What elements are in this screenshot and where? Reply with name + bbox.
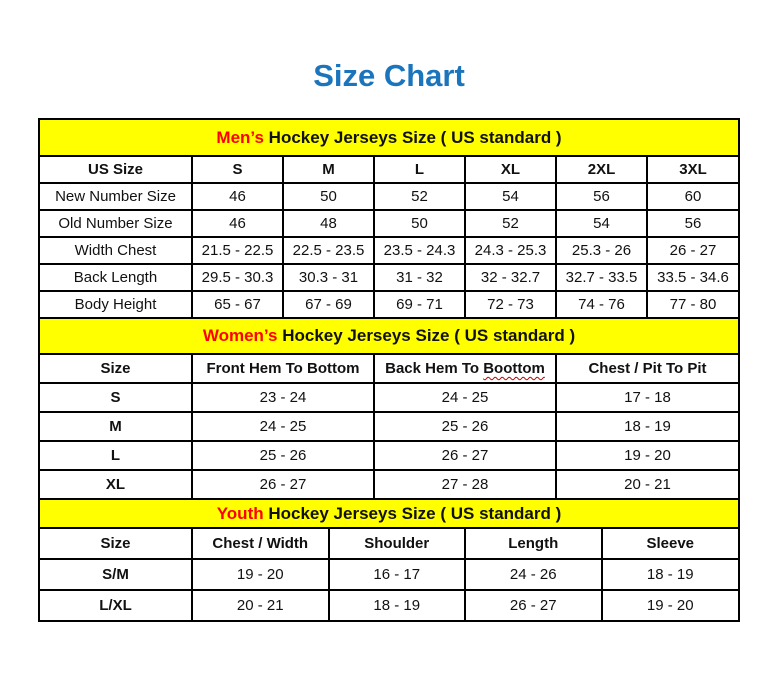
size-value-cell: 25 - 26 (192, 441, 374, 470)
size-value-cell: 74 - 76 (556, 291, 647, 317)
size-value-cell: 46 (192, 210, 283, 237)
youth-banner-text: Hockey Jerseys Size ( US standard ) (263, 503, 562, 523)
size-value-cell: 56 (647, 210, 738, 237)
size-value-cell: 67 - 69 (283, 291, 374, 317)
size-value-cell: 19 - 20 (556, 441, 738, 470)
size-value-cell: 26 - 27 (465, 590, 602, 620)
mens-section (40, 120, 738, 317)
size-value-cell: 32.7 - 33.5 (556, 264, 647, 291)
size-value-cell: 24.3 - 25.3 (465, 237, 556, 264)
size-value-cell: 18 - 19 (329, 590, 466, 620)
size-value-cell: 52 (465, 210, 556, 237)
table-row (40, 183, 738, 210)
column-header: Shoulder (329, 529, 466, 559)
size-value-cell: 18 - 19 (602, 559, 739, 590)
table-row (40, 590, 738, 620)
size-value-cell: 33.5 - 34.6 (647, 264, 738, 291)
table-row (40, 291, 738, 317)
size-value-cell: 18 - 19 (556, 412, 738, 441)
column-header: Size (40, 355, 192, 383)
size-value-cell: 26 - 27 (647, 237, 738, 264)
table-row (40, 412, 738, 441)
column-header: L (374, 157, 465, 183)
column-header: Front Hem To Bottom (192, 355, 374, 383)
misspelled-word: Boottom (483, 360, 545, 377)
column-header: Size (40, 529, 192, 559)
womens-section (40, 317, 738, 498)
womens-banner (40, 317, 738, 355)
size-value-cell: 20 - 21 (192, 590, 329, 620)
row-label: L (40, 441, 192, 470)
size-chart (38, 118, 740, 622)
column-header: US Size (40, 157, 192, 183)
table-header-row (40, 529, 738, 559)
column-header: 3XL (647, 157, 738, 183)
youth-banner-highlight: Youth (216, 503, 264, 523)
column-header: Length (465, 529, 602, 559)
row-label: L/XL (40, 590, 192, 620)
column-header: Chest / Width (192, 529, 329, 559)
youth-section (40, 498, 738, 620)
size-value-cell: 27 - 28 (374, 470, 556, 498)
row-label: S (40, 383, 192, 412)
womens-banner-highlight: Women’s (202, 326, 278, 345)
column-header-text: Back Hem To (385, 360, 484, 377)
size-value-cell: 21.5 - 22.5 (192, 237, 283, 264)
size-value-cell: 65 - 67 (192, 291, 283, 317)
mens-banner (40, 120, 738, 157)
size-value-cell: 25 - 26 (374, 412, 556, 441)
size-value-cell: 29.5 - 30.3 (192, 264, 283, 291)
column-header: XL (465, 157, 556, 183)
table-row (40, 441, 738, 470)
row-label: Old Number Size (40, 210, 192, 237)
womens-banner-text: Hockey Jerseys Size ( US standard ) (277, 326, 576, 345)
size-value-cell: 23.5 - 24.3 (374, 237, 465, 264)
column-header: Chest / Pit To Pit (556, 355, 738, 383)
size-value-cell: 46 (192, 183, 283, 210)
column-header: S (192, 157, 283, 183)
row-label: S/M (40, 559, 192, 590)
size-value-cell: 19 - 20 (602, 590, 739, 620)
row-label: Back Length (40, 264, 192, 291)
size-value-cell: 20 - 21 (556, 470, 738, 498)
mens-banner-text: Hockey Jerseys Size ( US standard ) (263, 127, 562, 147)
table-row (40, 559, 738, 590)
column-header: 2XL (556, 157, 647, 183)
size-value-cell: 22.5 - 23.5 (283, 237, 374, 264)
size-value-cell: 31 - 32 (374, 264, 465, 291)
youth-banner (40, 498, 738, 529)
page-title: Size Chart (313, 58, 465, 93)
size-value-cell: 54 (556, 210, 647, 237)
size-value-cell: 52 (374, 183, 465, 210)
size-value-cell: 24 - 25 (374, 383, 556, 412)
size-value-cell: 19 - 20 (192, 559, 329, 590)
size-value-cell: 24 - 25 (192, 412, 374, 441)
row-label: Width Chest (40, 237, 192, 264)
table-row (40, 383, 738, 412)
size-value-cell: 77 - 80 (647, 291, 738, 317)
youth-size-table (40, 529, 738, 620)
size-value-cell: 69 - 71 (374, 291, 465, 317)
table-row (40, 210, 738, 237)
table-row (40, 264, 738, 291)
size-value-cell: 32 - 32.7 (465, 264, 556, 291)
table-header-row (40, 157, 738, 183)
size-value-cell: 26 - 27 (374, 441, 556, 470)
row-label: Body Height (40, 291, 192, 317)
size-value-cell: 60 (647, 183, 738, 210)
womens-size-table (40, 355, 738, 498)
size-value-cell: 23 - 24 (192, 383, 374, 412)
size-value-cell: 50 (374, 210, 465, 237)
mens-size-table (40, 157, 738, 317)
column-header: Sleeve (602, 529, 739, 559)
column-header (374, 355, 556, 383)
size-value-cell: 17 - 18 (556, 383, 738, 412)
size-value-cell: 72 - 73 (465, 291, 556, 317)
column-header: M (283, 157, 374, 183)
table-row (40, 470, 738, 498)
size-value-cell: 25.3 - 26 (556, 237, 647, 264)
row-label: XL (40, 470, 192, 498)
size-value-cell: 24 - 26 (465, 559, 602, 590)
table-header-row (40, 355, 738, 383)
size-value-cell: 50 (283, 183, 374, 210)
table-row (40, 237, 738, 264)
size-value-cell: 48 (283, 210, 374, 237)
row-label: New Number Size (40, 183, 192, 210)
size-value-cell: 30.3 - 31 (283, 264, 374, 291)
size-value-cell: 54 (465, 183, 556, 210)
size-value-cell: 16 - 17 (329, 559, 466, 590)
size-value-cell: 56 (556, 183, 647, 210)
mens-banner-highlight: Men’s (216, 127, 264, 147)
size-value-cell: 26 - 27 (192, 470, 374, 498)
row-label: M (40, 412, 192, 441)
